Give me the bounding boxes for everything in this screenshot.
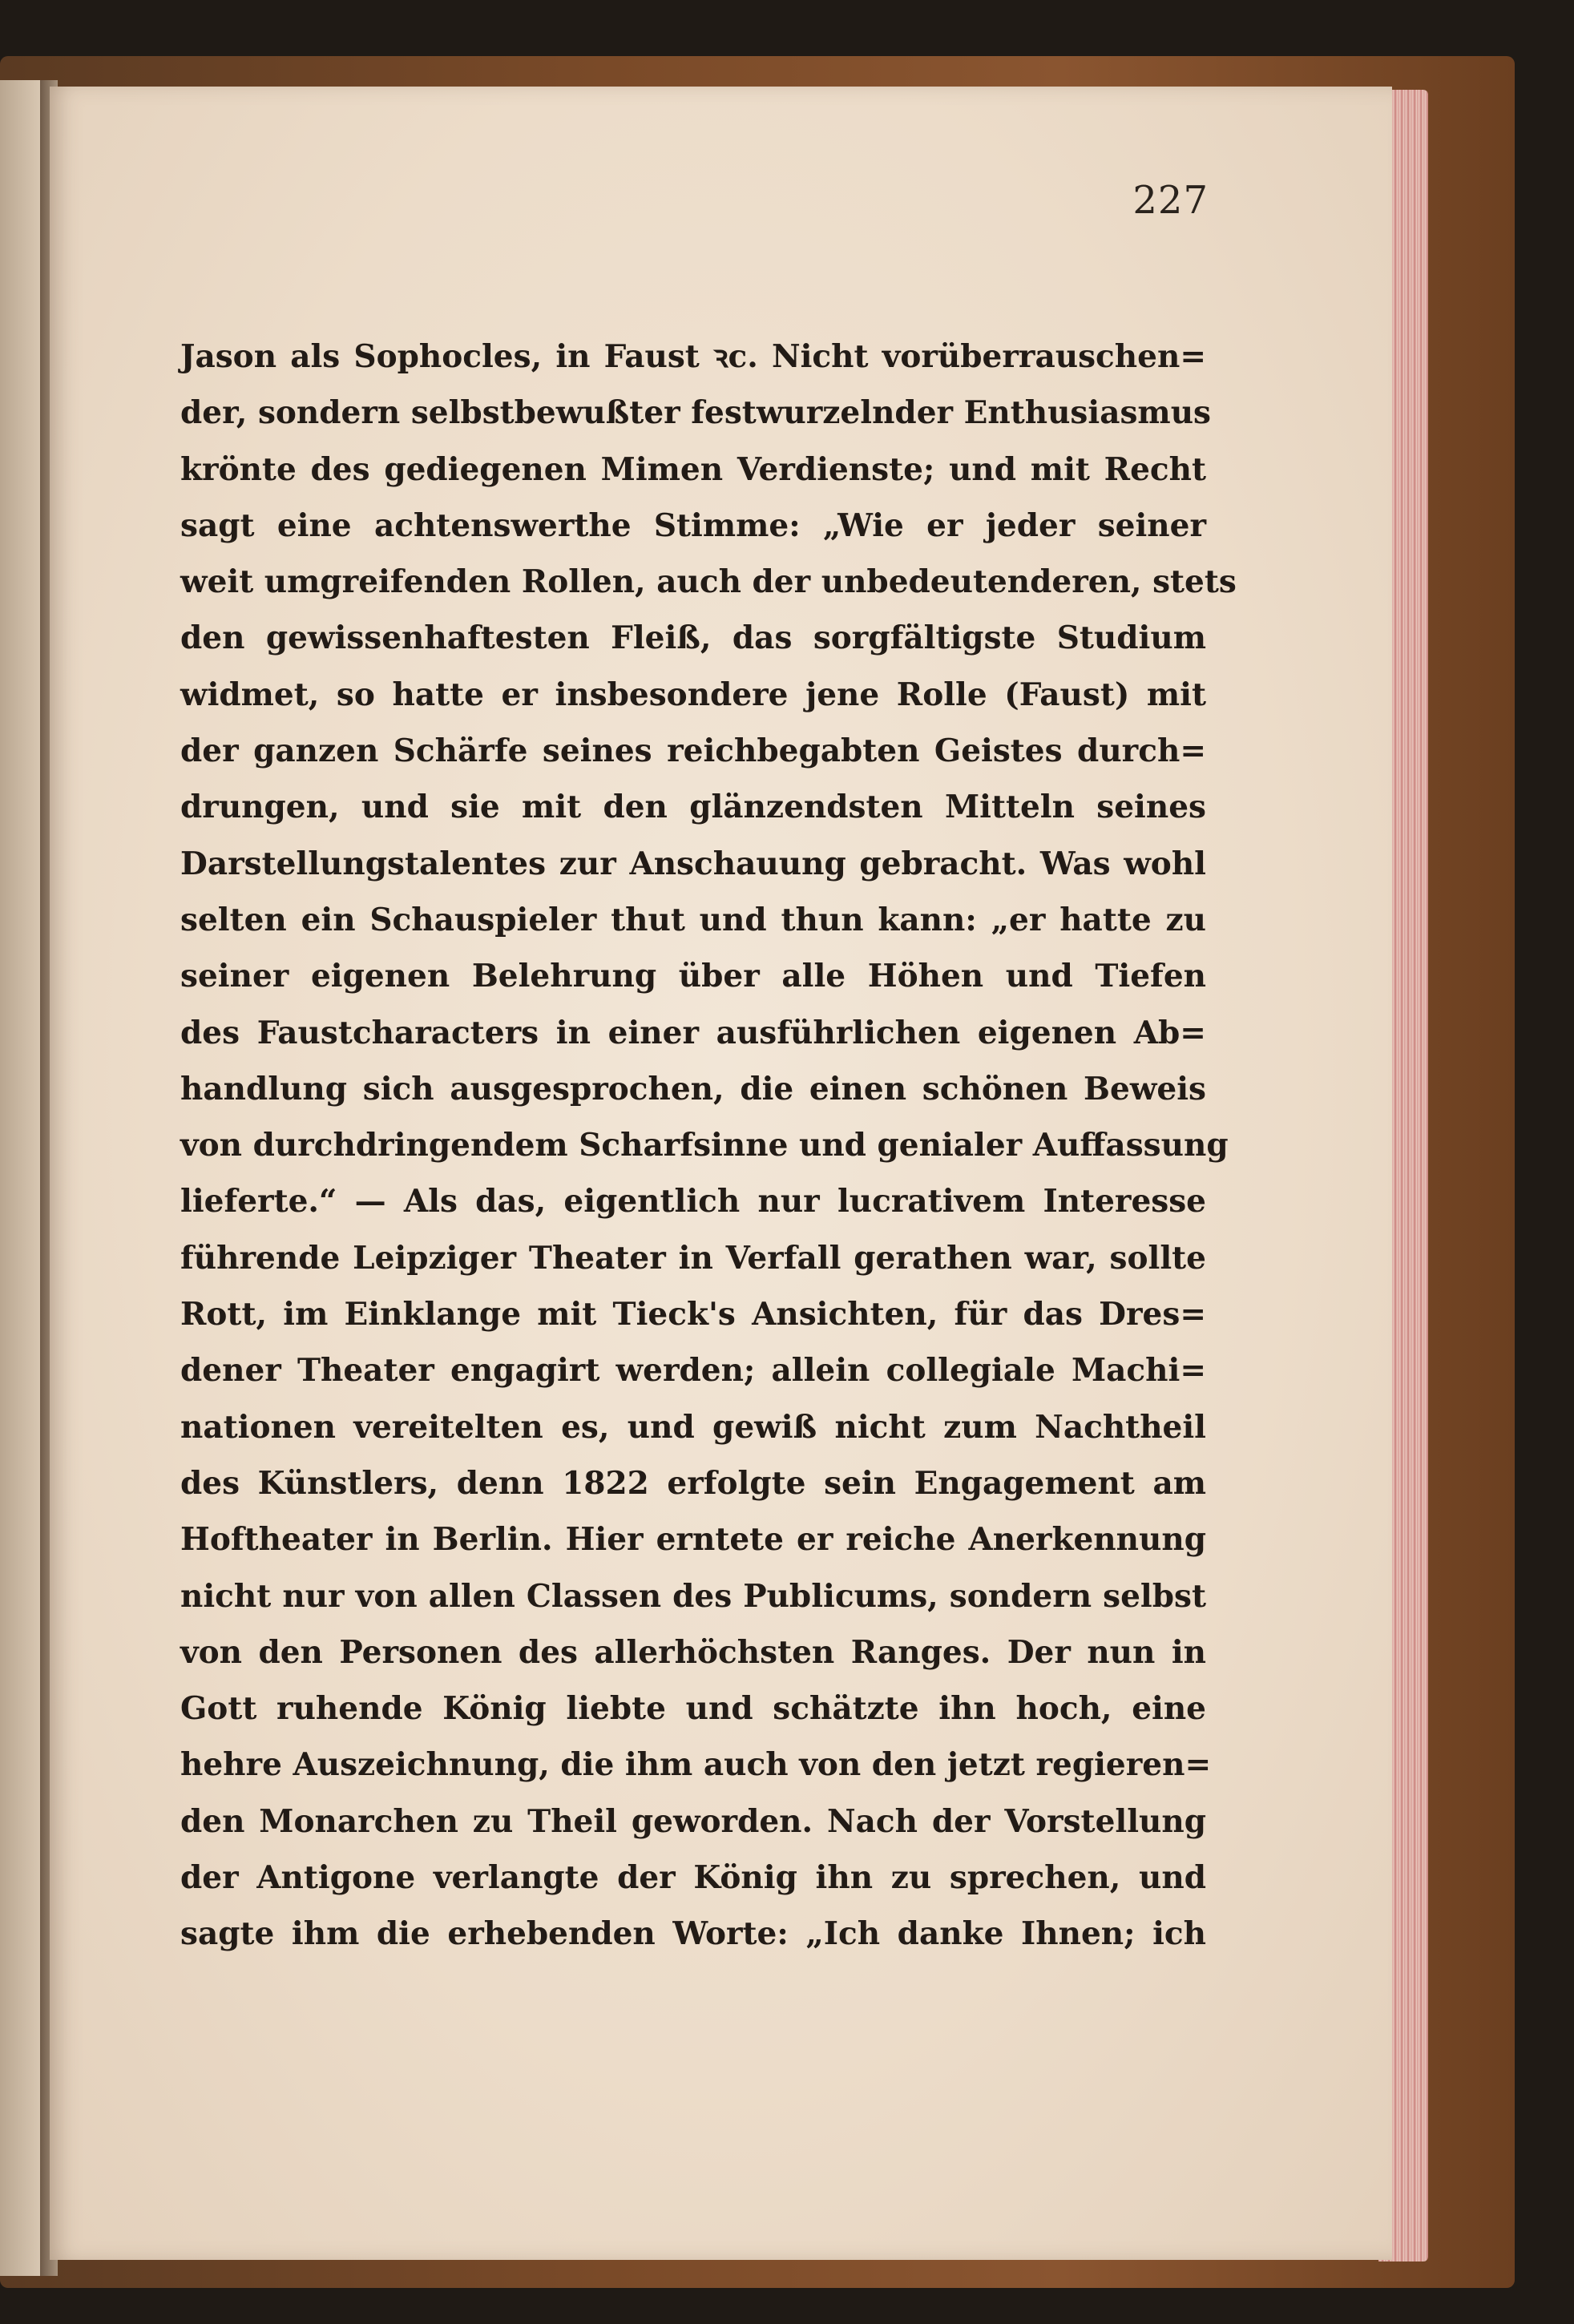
text-line: Jason als Sophocles, in Faust ꝛc. Nicht vorüberrauschen= (180, 338, 1206, 375)
text-line: des Künstlers, denn 1822 erfolgte sein Engagement am (180, 1464, 1206, 1502)
text-line: sagt eine achtenswerthe Stimme: „Wie er jeder seiner (180, 506, 1206, 544)
text-line: weit umgreifenden Rollen, auch der unbedeutenderen, stets (180, 563, 1237, 601)
text-line: Hoftheater in Berlin. Hier erntete er reiche Anerkennung (180, 1521, 1206, 1559)
text-line: handlung sich ausgesprochen, die einen schönen Beweis (180, 1070, 1206, 1108)
text-line: Gott ruhende König liebte und schätzte ihn hoch, eine (180, 1690, 1206, 1728)
text-line: von den Personen des allerhöchsten Ranges. Der nun in (180, 1633, 1206, 1671)
left-page-edge (0, 80, 40, 2276)
text-line: führende Leipziger Theater in Verfall gerathen war, sollte (180, 1239, 1206, 1277)
text-line: selten ein Schauspieler thut und thun kann: „er hatte zu (180, 901, 1206, 938)
text-line: nationen vereitelten es, und gewiß nicht zum Nachtheil (180, 1408, 1206, 1446)
text-line: den gewissenhaftesten Fleiß, das sorgfältigste Studium (180, 619, 1206, 657)
text-line: lieferte.“ — Als das, eigentlich nur lucrativem Interesse (180, 1183, 1206, 1221)
text-line: drungen, und sie mit den glänzendsten Mitteln seines (180, 789, 1206, 826)
text-line: nicht nur von allen Classen des Publicums, sondern selbst (180, 1577, 1206, 1615)
text-line: sagte ihm die erhebenden Worte: „Ich danke Ihnen; ich (180, 1915, 1206, 1953)
text-line: der ganzen Schärfe seines reichbegabten Geistes durch= (180, 732, 1206, 770)
body-text (180, 329, 1237, 1963)
text-line: seiner eigenen Belehrung über alle Höhen und Tiefen (180, 958, 1206, 995)
text-line: hehre Auszeichnung, die ihm auch von den jetzt regieren= (180, 1746, 1212, 1784)
text-line: von durchdringendem Scharfsinne und genialer Auffassung (180, 1127, 1229, 1164)
text-line: krönte des gediegenen Mimen Verdienste; und mit Recht (180, 450, 1206, 488)
text-line: des Faustcharacters in einer ausführlichen eigenen Ab= (180, 1014, 1206, 1051)
page-number: 227 (1132, 178, 1209, 223)
text-line: dener Theater engagirt werden; allein collegiale Machi= (180, 1352, 1206, 1390)
text-line: der Antigone verlangte der König ihn zu sprechen, und (180, 1859, 1206, 1897)
text-line: Rott, im Einklange mit Tieck's Ansichten, für das Dres= (180, 1296, 1206, 1333)
text-line: widmet, so hatte er insbesondere jene Rolle (Faust) mit (180, 676, 1206, 713)
text-line: der, sondern selbstbewußter festwurzelnder Enthusiasmus (180, 394, 1212, 432)
text-line: den Monarchen zu Theil geworden. Nach der Vorstellung (180, 1802, 1206, 1840)
text-line: Darstellungstalentes zur Anschauung gebracht. Was wohl (180, 845, 1206, 882)
